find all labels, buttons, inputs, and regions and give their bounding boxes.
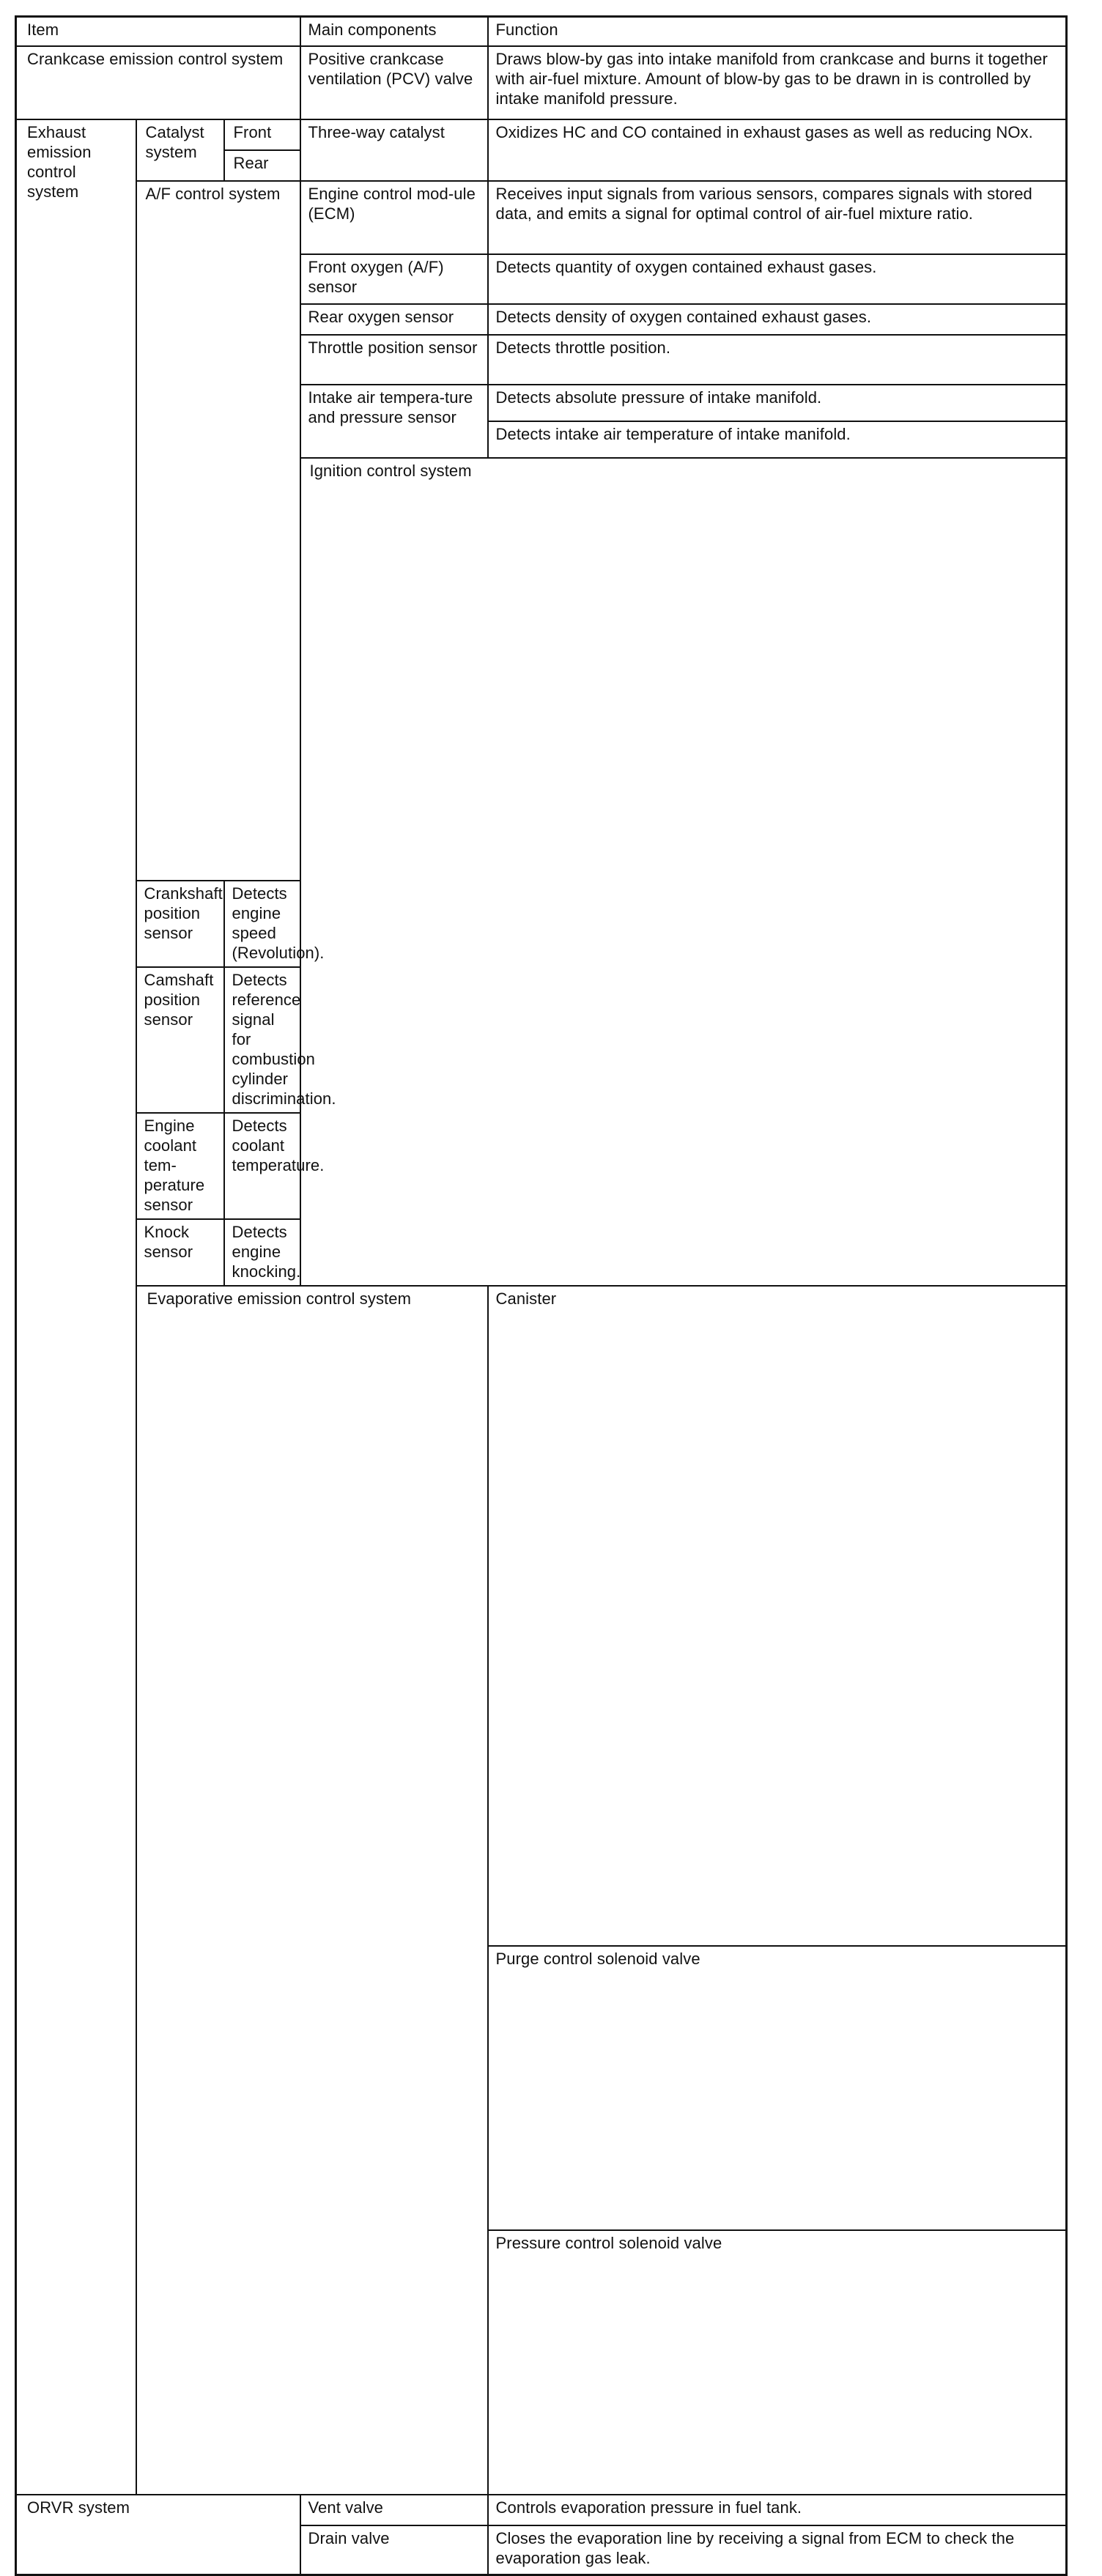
ignition-component: Knock sensor xyxy=(136,1219,224,1286)
orvr-component: Drain valve xyxy=(300,2525,488,2575)
af-component: Engine control mod-ule (ECM) xyxy=(300,181,488,254)
emission-control-table xyxy=(15,15,1068,2576)
header-main-components: Main components xyxy=(300,17,488,46)
af-component: Throttle position sensor xyxy=(300,335,488,385)
intake-function-temperature: Detects intake air temperature of intake manifold. xyxy=(488,421,1067,458)
ignition-component: Camshaft position sensor xyxy=(136,967,224,1113)
ignition-function: Detects engine knocking. xyxy=(224,1219,300,1286)
ignition-component: Crankshaft position sensor xyxy=(136,881,224,967)
header-row xyxy=(16,17,1067,46)
af-function: Receives input signals from various sensors, compares signals with stored data, and emits a signal for optimal control of air-fuel mixture ratio. xyxy=(488,181,1067,254)
af-function: Detects throttle position. xyxy=(488,335,1067,385)
crankcase-item: Crankcase emission control system xyxy=(16,46,300,119)
table-row xyxy=(16,1286,1067,1946)
evaporative-item: Evaporative emission control system xyxy=(136,1286,488,2495)
crankcase-function: Draws blow-by gas into intake manifold from crankcase and burns it together with air-fuel mixture. Amount of blow-by gas to be drawn in is controlled by intake manifold pressure. xyxy=(488,46,1067,119)
orvr-component: Vent valve xyxy=(300,2495,488,2525)
af-component: Front oxygen (A/F) sensor xyxy=(300,254,488,304)
orvr-item: ORVR system xyxy=(16,2495,300,2575)
intake-function-pressure: Detects absolute pressure of intake manifold. xyxy=(488,385,1067,421)
table-row xyxy=(16,119,1067,150)
header-function: Function xyxy=(488,17,1067,46)
evaporative-component: Pressure control solenoid valve xyxy=(488,2230,1067,2495)
af-component: Rear oxygen sensor xyxy=(300,304,488,335)
evaporative-component: Canister xyxy=(488,1286,1067,1946)
table-row xyxy=(16,46,1067,119)
crankcase-component: Positive crankcase ventilation (PCV) valve xyxy=(300,46,488,119)
ignition-function: Detects reference signal for combustion cylinder discrimination. xyxy=(224,967,300,1113)
catalyst-rear: Rear xyxy=(224,150,300,181)
catalyst-front: Front xyxy=(224,119,300,150)
ignition-component: Engine coolant tem-perature sensor xyxy=(136,1113,224,1219)
table-row xyxy=(16,181,1067,254)
exhaust-item: Exhaust emission control system xyxy=(16,119,136,2495)
ignition-function: Detects engine speed (Revolution). xyxy=(224,881,300,967)
intake-sensor-component: Intake air tempera-ture and pressure sensor xyxy=(300,385,488,458)
ignition-control-label: Ignition control system xyxy=(300,458,1067,1286)
catalyst-system-label: Catalyst system xyxy=(136,119,224,181)
catalyst-component: Three-way catalyst xyxy=(300,119,488,181)
catalyst-function: Oxidizes HC and CO contained in exhaust gases as well as reducing NOx. xyxy=(488,119,1067,181)
af-function: Detects density of oxygen contained exhaust gases. xyxy=(488,304,1067,335)
orvr-function: Controls evaporation pressure in fuel tank. xyxy=(488,2495,1067,2525)
evaporative-component: Purge control solenoid valve xyxy=(488,1946,1067,2230)
af-control-label: A/F control system xyxy=(136,181,300,881)
ignition-function: Detects coolant temperature. xyxy=(224,1113,300,1219)
orvr-function: Closes the evaporation line by receiving a signal from ECM to check the evaporation gas leak. xyxy=(488,2525,1067,2575)
af-function: Detects quantity of oxygen contained exhaust gases. xyxy=(488,254,1067,304)
table-row xyxy=(16,2495,1067,2525)
header-item: Item xyxy=(16,17,300,46)
